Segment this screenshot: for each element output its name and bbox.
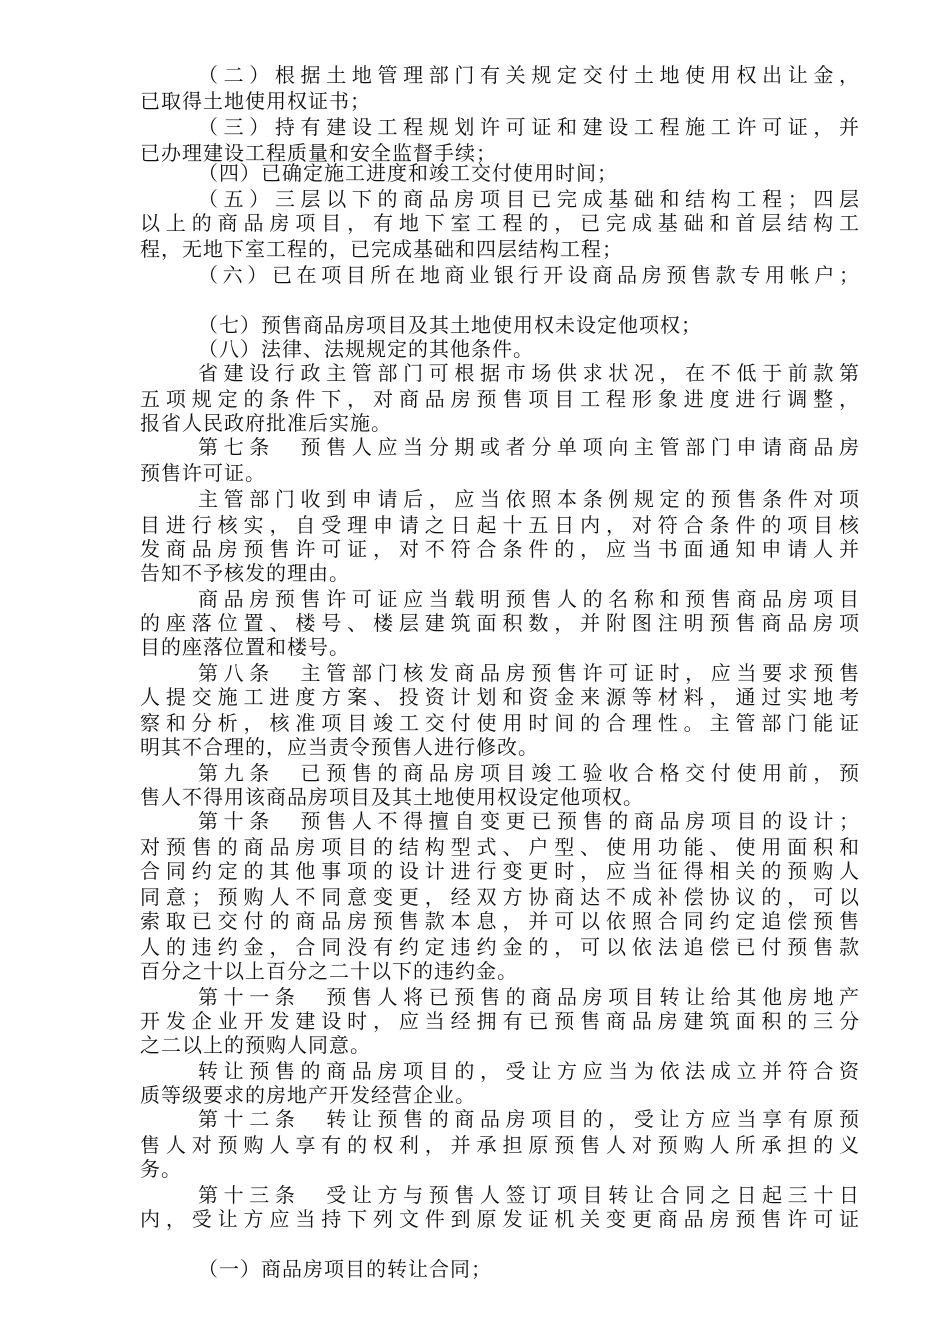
text-line: 合同约定的其他事项的设计进行变更时，应当征得相关的预购人 bbox=[140, 859, 860, 883]
text-line: （四）已确定施工进度和竣工交付使用时间； bbox=[198, 161, 618, 185]
text-line: （八）法律、法规规定的其他条件。 bbox=[198, 337, 534, 361]
text-line: 第九条 已预售的商品房项目竣工验收合格交付使用前，预 bbox=[198, 761, 860, 785]
text-line: 售人不得用该商品房项目及其土地使用权设定他项权。 bbox=[140, 785, 644, 809]
text-line: 预售许可证。 bbox=[140, 461, 266, 485]
text-line: 开发企业开发建设时，应当经拥有已预售商品房建筑面积的三分 bbox=[140, 1009, 860, 1033]
text-line: 同意；预购人不同意变更，经双方协商达不成补偿协议的，可以 bbox=[140, 885, 860, 909]
text-line: 第八条 主管部门核发商品房预售许可证时，应当要求预售 bbox=[198, 661, 860, 685]
text-line: （三）持有建设工程规划许可证和建设工程施工许可证，并 bbox=[198, 115, 860, 139]
text-line: 第十一条 预售人将已预售的商品房项目转让给其他房地产 bbox=[198, 985, 860, 1009]
text-line: 索取已交付的商品房预售款本息，并可以依照合同约定追偿预售 bbox=[140, 909, 860, 933]
text-line: 主管部门收到申请后，应当依照本条例规定的预售条件对项 bbox=[198, 487, 860, 511]
text-line: 已办理建设工程质量和安全监督手续； bbox=[140, 141, 497, 165]
text-line: 目进行核实，自受理申请之日起十五日内，对符合条件的项目核 bbox=[140, 513, 860, 537]
text-line: 明其不合理的，应当责令预售人进行修改。 bbox=[140, 735, 539, 759]
text-line: （二）根据土地管理部门有关规定交付土地使用权出让金， bbox=[198, 63, 860, 87]
text-line: （一）商品房项目的转让合同； bbox=[198, 1257, 492, 1281]
text-line: 五项规定的条件下，对商品房预售项目工程形象进度进行调整， bbox=[140, 387, 860, 411]
text-line: 目的座落位置和楼号。 bbox=[140, 635, 350, 659]
text-line: 售人对预购人享有的权利，并承担原预售人对预购人所承担的义 bbox=[140, 1133, 860, 1157]
text-line: 第十二条 转让预售的商品房项目的，受让方应当享有原预 bbox=[198, 1107, 860, 1131]
text-line: 省建设行政主管部门可根据市场供求状况，在不低于前款第 bbox=[198, 361, 860, 385]
text-line: （六）已在项目所在地商业银行开设商品房预售款专用帐户； bbox=[198, 263, 860, 287]
text-line: 告知不予核发的理由。 bbox=[140, 561, 350, 585]
text-line: 百分之十以上百分之二十以下的违约金。 bbox=[140, 959, 518, 983]
text-line: 的座落位置、楼号、楼层建筑面积数，并附图注明预售商品房项 bbox=[140, 611, 860, 635]
text-line: 已取得土地使用权证书； bbox=[140, 89, 371, 113]
text-line: 第七条 预售人应当分期或者分单项向主管部门申请商品房 bbox=[198, 435, 860, 459]
text-line: 以上的商品房项目，有地下室工程的，已完成基础和首层结构工 bbox=[140, 211, 860, 235]
text-line: 报省人民政府批准后实施。 bbox=[140, 411, 392, 435]
text-line: 发商品房预售许可证，对不符合条件的，应当书面通知申请人并 bbox=[140, 537, 860, 561]
text-line: 人的违约金，合同没有约定违约金的，可以依法追偿已付预售款 bbox=[140, 935, 860, 959]
text-line: 察和分析，核准项目竣工交付使用时间的合理性。主管部门能证 bbox=[140, 711, 860, 735]
text-line: 内，受让方应当持下列文件到原发证机关变更商品房预售许可证 bbox=[140, 1207, 860, 1231]
text-line: 商品房预售许可证应当载明预售人的名称和预售商品房项目 bbox=[198, 587, 860, 611]
text-line: （五）三层以下的商品房项目已完成基础和结构工程；四层 bbox=[198, 187, 860, 211]
text-line: 对预售的商品房项目的结构型式、户型、使用功能、使用面积和 bbox=[140, 835, 860, 859]
text-line: 之二以上的预购人同意。 bbox=[140, 1033, 371, 1057]
text-line: 人提交施工进度方案、投资计划和资金来源等材料，通过实地考 bbox=[140, 685, 860, 709]
text-line: 程，无地下室工程的，已完成基础和四层结构工程； bbox=[140, 237, 623, 261]
text-line: 务。 bbox=[140, 1157, 182, 1181]
text-line: 质等级要求的房地产开发经营企业。 bbox=[140, 1083, 476, 1107]
text-line: 第十条 预售人不得擅自变更已预售的商品房项目的设计； bbox=[198, 809, 860, 833]
text-line: 第十三条 受让方与预售人签订项目转让合同之日起三十日 bbox=[198, 1183, 860, 1207]
text-line: 转让预售的商品房项目的，受让方应当为依法成立并符合资 bbox=[198, 1059, 860, 1083]
text-line: （七）预售商品房项目及其土地使用权未设定他项权； bbox=[198, 313, 702, 337]
